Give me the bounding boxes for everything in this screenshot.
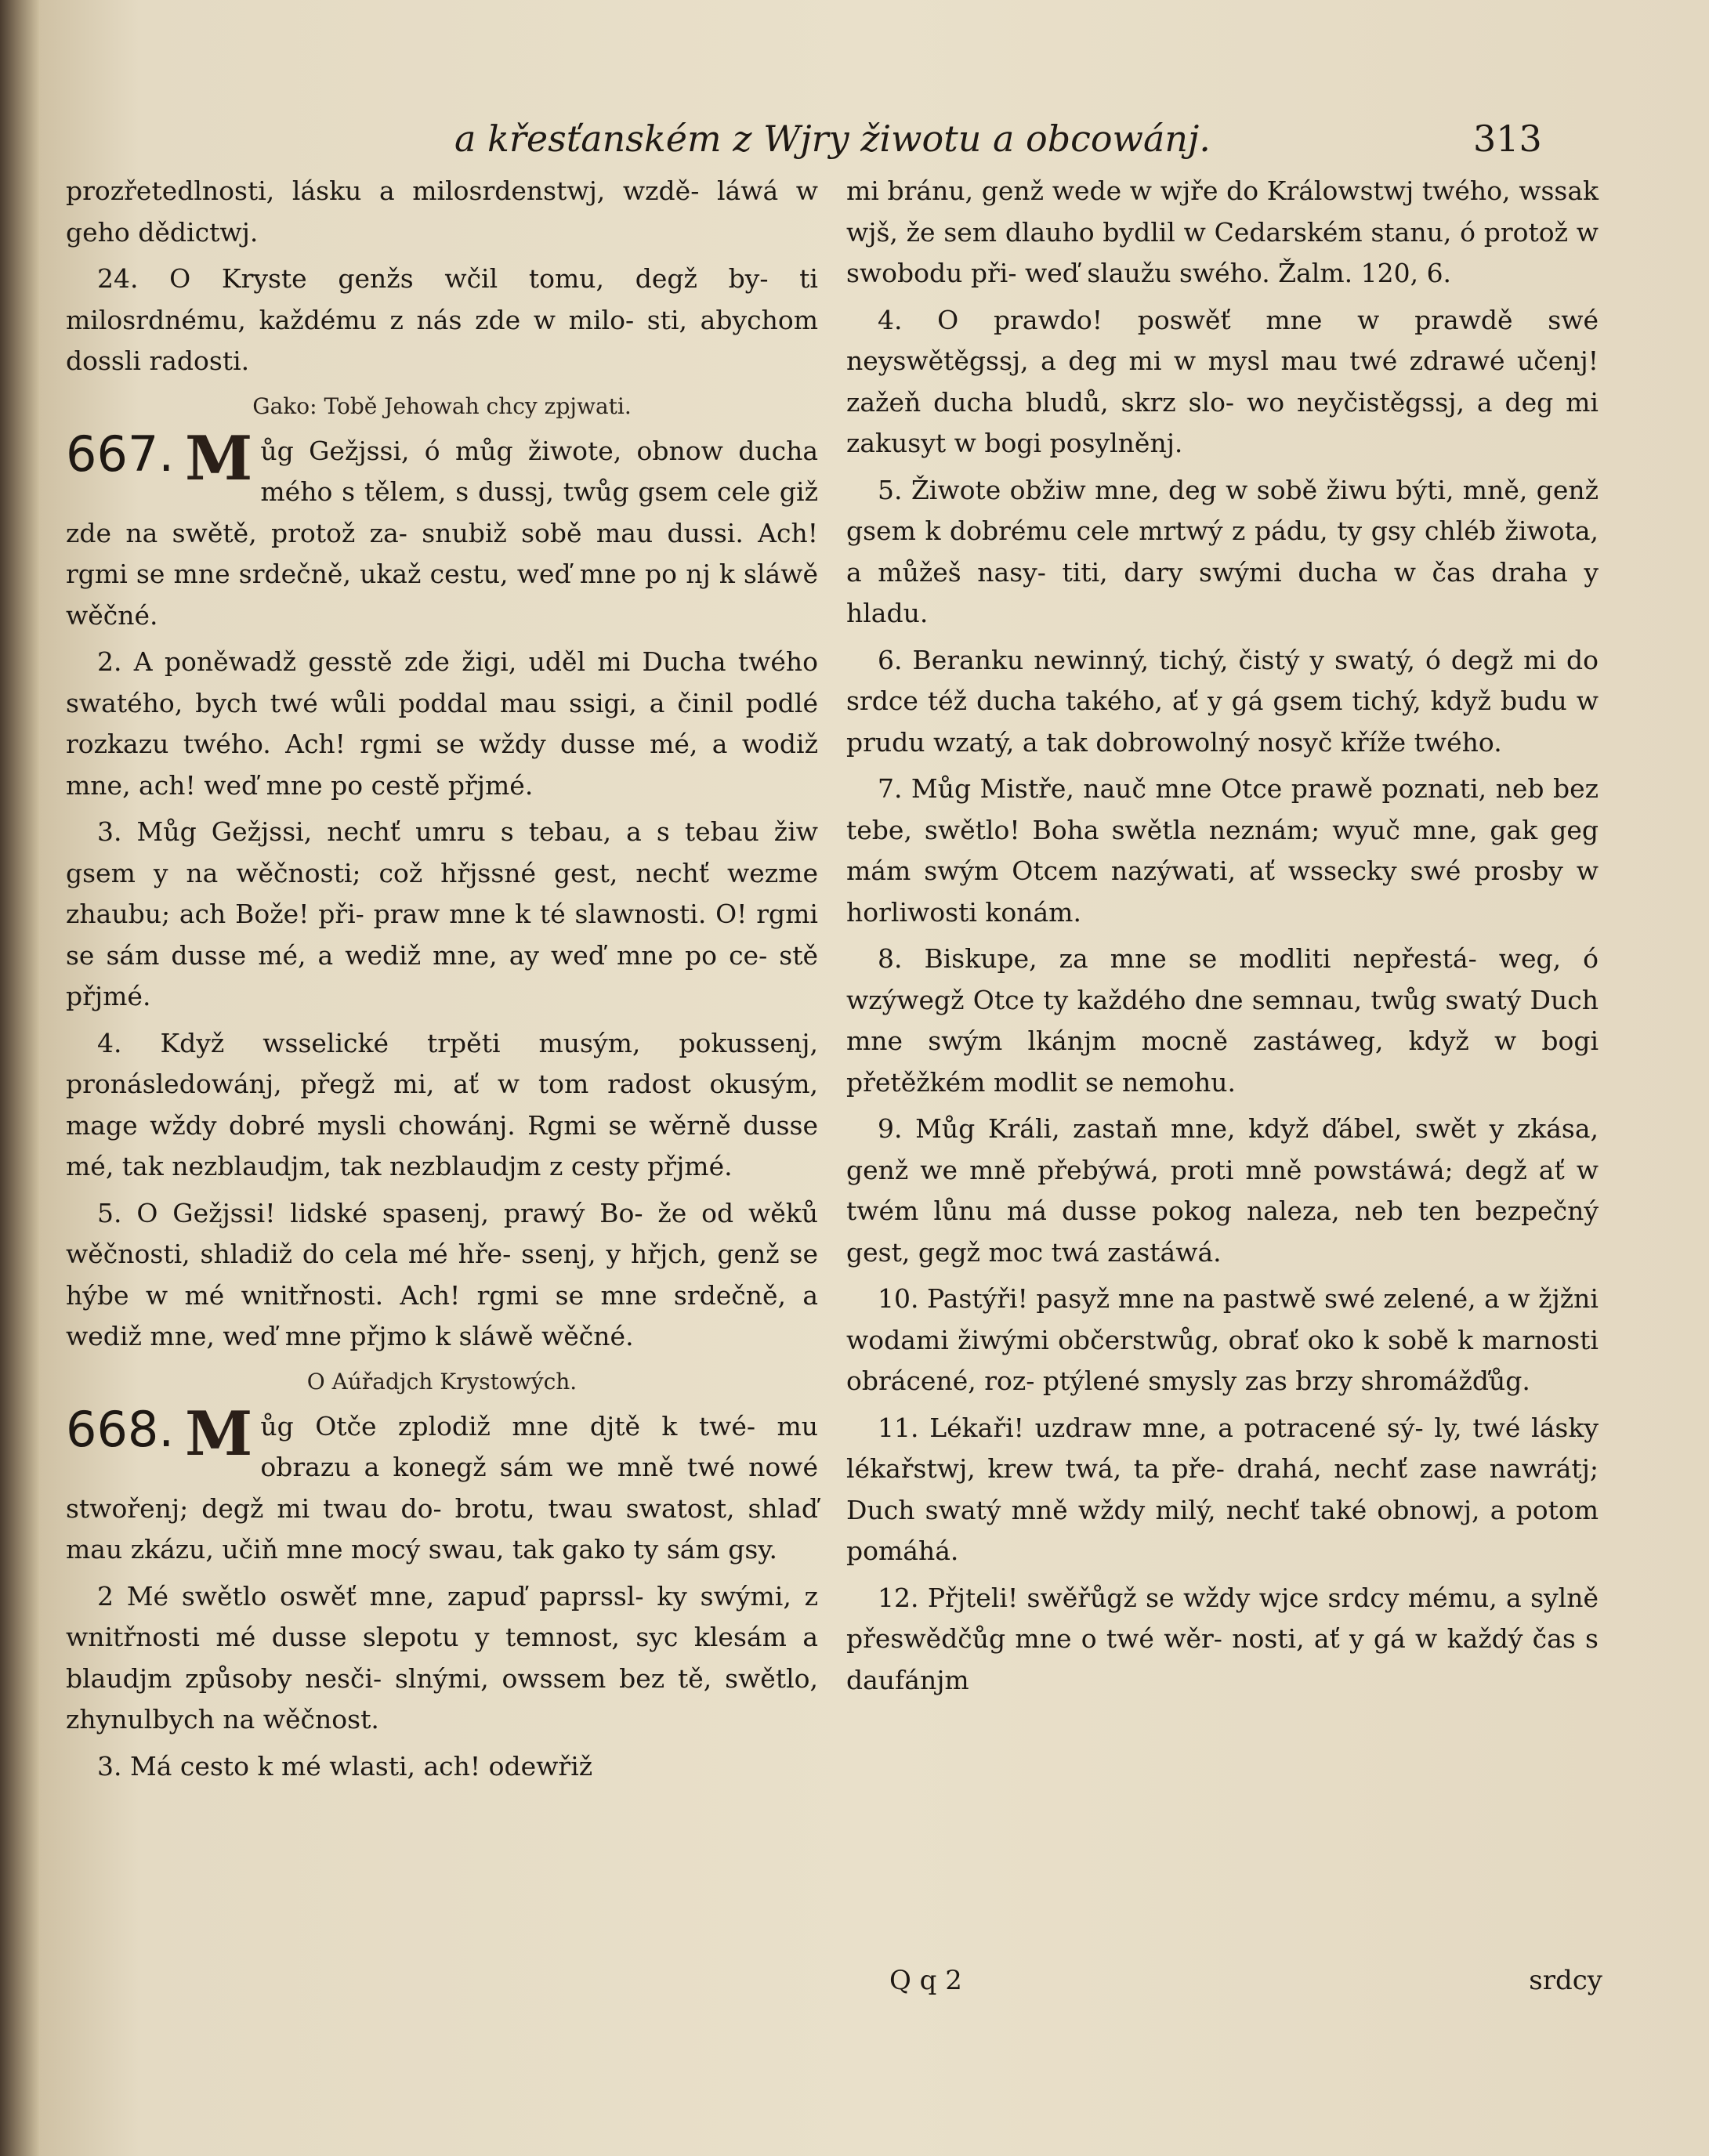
- verse: 5. Žiwote obžiw mne, deg w sobě žiwu býti, mně, genž gsem k dobrému cele mrtwý z pádu, ty gsy chléb žiwota, a můžeš nasy- titi, dary swými ducha w čas draha y hladu.: [846, 474, 1599, 628]
- verse: 11. Lékaři! uzdraw mne, a potracené sý- ly, twé lásky lékařstwj, krew twá, ta pře- drahá, nechť zase nawrátj; Duch swatý mně wždy milý, nechť také obnowj, a potom pomáhá.: [846, 1412, 1599, 1566]
- catchword: srdcy: [1529, 1965, 1602, 1996]
- hymn-number: 667.: [66, 425, 175, 483]
- melody-note: Gako: Tobě Jehowah chcy zpjwati.: [252, 392, 632, 419]
- verse: 3. Má cesto k mé wlasti, ach! odewřiž: [97, 1750, 593, 1782]
- paragraph: mi bránu, genž wede w wjře do Králowstwj twého, wssak wjš, že sem dlauho bydlil w Cedarském stanu, ó protož w swobodu při- weď slaužu swého. Žalm. 120, 6.: [846, 175, 1599, 288]
- hymn-text: ůg Otče zplodiž mne djtě k twé- mu obrazu a konegž sám we mně twé nowé stwořenj; degž mi twau do- brotu, twau swatost, shlaď mau zkázu, učiň mne mocý swau, tak gako ty sám gsy.: [66, 1410, 818, 1565]
- verse: 7. Můg Mistře, nauč mne Otce prawě poznati, neb bez tebe, swětlo! Boha swětla neznám; wyuč mne, gak geg mám swým Otcem nazýwati, ať wssecky swé prosby w horliwosti konám.: [846, 773, 1599, 928]
- right-column: [846, 171, 1599, 1706]
- section-heading: O Aúřadjch Krystowých.: [306, 1368, 578, 1395]
- running-title: a křesťanském z Wjry žiwotu a obcowánj.: [454, 118, 1211, 160]
- verse: 2. A poněwadž gesstě zde žigi, uděl mi Ducha twého swatého, bych twé wůli poddal mau ssigi, a činil podlé rozkazu twého. Ach! rgmi se wždy dusse mé, a wodiž mne, ach! weď mne po cestě přjmé.: [66, 646, 818, 801]
- hymn-text: ůg Gežjssi, ó můg žiwote, obnow ducha mého s tělem, s dussj, twůg gsem cele giž zde na swětě, protož za- snubiž sobě mau dussi. Ach! rgmi se mne srdečně, ukaž cestu, weď mne po nj k sláwě wěčné.: [66, 435, 818, 631]
- paragraph: prozřetedlnosti, lásku a milosrdenstwj, wzdě- láwá w geho dědictwj.: [66, 175, 818, 248]
- page-number: 313: [1473, 118, 1542, 160]
- verse: 3. Můg Gežjssi, nechť umru s tebau, a s tebau žiw gsem y na wěčnosti; což hřjssné gest, nechť wezme zhaubu; ach Bože! při- praw mne k té slawnosti. O! rgmi se sám dusse mé, a wediž mne, ay weď mne po ce- stě přjmé.: [66, 816, 818, 1011]
- verse: 4. O prawdo! poswěť mne w prawdě swé neyswětěgssj, a deg mi w mysl mau twé zdrawé učenj! zažeň ducha bludů, skrz slo- wo neyčistěgssj, a deg mi zakusyt w bogi posylněnj.: [846, 304, 1599, 458]
- left-column: [66, 171, 818, 1792]
- verse: 4. Když wsselické trpěti musým, pokussenj, pronásledowánj, přegž mi, ať w tom radost okusým, mage wždy dobré mysli chowánj. Rgmi se wěrně dusse mé, tak nezblaudjm, tak nezblaudjm z cesty přjmé.: [66, 1027, 818, 1181]
- hymn-668: [66, 1398, 818, 1571]
- hymn-number: 668.: [66, 1400, 175, 1458]
- drop-cap: M: [185, 1398, 253, 1470]
- verse: 6. Beranku newinný, tichý, čistý y swatý, ó degž mi do srdce též ducha takého, ať y gá gsem tichý, když budu w prudu wzatý, a tak dobrowolný nosyč kříže twého.: [846, 644, 1599, 758]
- verse: 12. Přjteli! swěřůgž se wždy wjce srdcy mému, a sylně přeswědčůg mne o twé wěr- nosti, ať y gá w každý čas s daufánjm: [846, 1582, 1599, 1695]
- verse: 10. Pastýři! pasyž mne na pastwě swé zelené, a w žjžni wodami žiwými občerstwůg, obrať oko k sobě k marnosti obrácené, roz- ptýlené smysly zas brzy shromážďůg.: [846, 1283, 1599, 1396]
- book-gutter: [0, 0, 39, 2156]
- book-page: [39, 0, 1709, 2156]
- verse: 8. Biskupe, za mne se modliti nepřestá- weg, ó wzýwegž Otce ty každého dne semnau, twůg swatý Duch mne swým lkánjm mocně zastáweg, když w bogi přetěžkém modlit se nemohu.: [846, 943, 1599, 1098]
- hymn-667: [66, 422, 818, 637]
- verse: 2 Mé swětlo oswěť mne, zapuď paprssl- ky swými, z wnitřnosti mé dusse slepotu y temnost, syc klesám a blaudjm způsoby nesči- slnými, owssem bez tě, swětlo, zhynulbych na wěčnost.: [66, 1580, 818, 1735]
- signature-mark: Q q 2: [889, 1965, 962, 1996]
- page-footer: [858, 1965, 1602, 2004]
- drop-cap: M: [185, 422, 253, 494]
- verse: 9. Můg Králi, zastaň mne, když ďábel, swět y zkása, genž we mně přebýwá, proti mně powstáwá; degž ať w twém lůnu má dusse pokog naleza, neb ten bezpečný gest, gegž moc twá zastáwá.: [846, 1113, 1599, 1268]
- verse: 5. O Gežjssi! lidské spasenj, prawý Bo- že od wěků wěčnosti, shladiž do cela mé hře- ssenj, y hřjch, genž se hýbe w mé wnitřnosti. Ach! rgmi se mne srdečně, a wediž mne, weď mne přjmo k sláwě wěčné.: [66, 1197, 818, 1351]
- paragraph: 24. O Kryste genžs wčil tomu, degž by- ti milosrdnému, každému z nás zde w milo- sti, abychom dossli radosti.: [66, 263, 818, 376]
